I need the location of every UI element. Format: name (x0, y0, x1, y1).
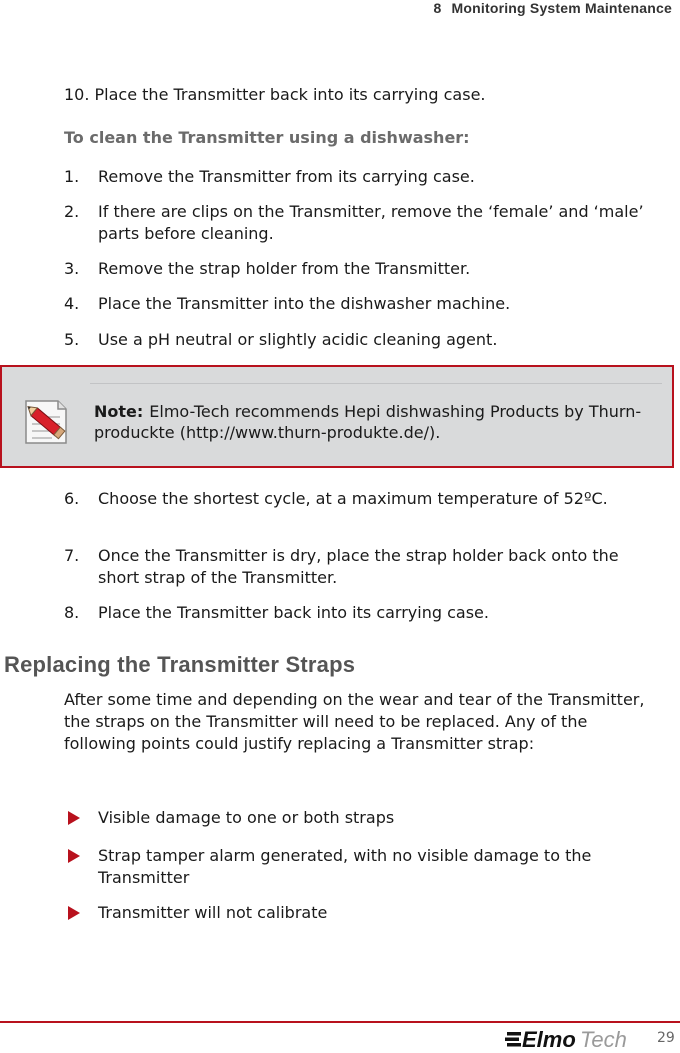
page-number: 29 (657, 1030, 675, 1046)
step-number: 3. (64, 259, 80, 278)
section-heading: Replacing the Transmitter Straps (4, 652, 356, 677)
svg-text:Elmo: Elmo (522, 1027, 576, 1052)
dishwasher-subheading: To clean the Transmitter using a dishwasher: (64, 128, 470, 147)
step-text: Remove the strap holder from the Transmitter. (98, 259, 471, 278)
svg-text:Tech: Tech (580, 1027, 627, 1052)
list-item (64, 329, 664, 351)
triangle-bullet-icon (68, 811, 80, 825)
bullet-text: Visible damage to one or both straps (98, 808, 395, 827)
list-item (64, 545, 664, 589)
bullet-text: Transmitter will not calibrate (98, 903, 328, 922)
step-number: 5. (64, 330, 80, 349)
list-item (64, 258, 664, 280)
note-label: Note: (94, 402, 144, 421)
note-box (0, 365, 674, 468)
step-text: Place the Transmitter back into its carrying case. (98, 603, 489, 622)
step-number: 4. (64, 294, 80, 313)
list-item (64, 293, 664, 315)
page-header (434, 0, 673, 16)
step-text: If there are clips on the Transmitter, remove the ‘female’ and ‘male’ parts before cleaning. (98, 202, 644, 243)
list-item (64, 201, 664, 245)
step-number: 8. (64, 603, 80, 622)
step-text: Once the Transmitter is dry, place the strap holder back onto the short strap of the Transmitter. (98, 546, 619, 587)
step-text: Use a pH neutral or slightly acidic cleaning agent. (98, 330, 498, 349)
list-item (64, 166, 664, 188)
triangle-bullet-icon (68, 849, 80, 863)
section-paragraph: After some time and depending on the wear and tear of the Transmitter, the straps on the Transmitter will need to be replaced. Any of the following points could justify replacing a Transmitter strap: (64, 690, 645, 753)
step-text: Choose the shortest cycle, at a maximum temperature of 52ºC. (98, 489, 608, 508)
step-text: Place the Transmitter into the dishwasher machine. (98, 294, 511, 313)
list-item (64, 488, 664, 510)
section-title: Monitoring System Maintenance (451, 0, 672, 16)
note-pencil-icon (18, 395, 74, 447)
step-number: 2. (64, 202, 80, 221)
list-item (64, 845, 664, 889)
step-text: Remove the Transmitter from its carrying case. (98, 167, 475, 186)
list-item (64, 602, 664, 624)
list-item (64, 807, 664, 829)
step-number: 7. (64, 546, 80, 565)
step-number: 1. (64, 167, 80, 186)
note-divider (90, 383, 662, 384)
triangle-bullet-icon (68, 906, 80, 920)
footer-divider (0, 1021, 680, 1023)
note-body: Elmo-Tech recommends Hepi dishwashing Products by Thurn-produckte (http://www.thurn-produkte.de/). (94, 402, 642, 442)
step-number: 6. (64, 489, 80, 508)
note-text (94, 401, 664, 443)
section-number: 8 (433, 0, 442, 16)
intro-step: 10. Place the Transmitter back into its carrying case. (64, 85, 486, 104)
list-item (64, 902, 664, 924)
elmotech-logo (505, 1026, 645, 1052)
bullet-text: Strap tamper alarm generated, with no visible damage to the Transmitter (98, 846, 592, 887)
